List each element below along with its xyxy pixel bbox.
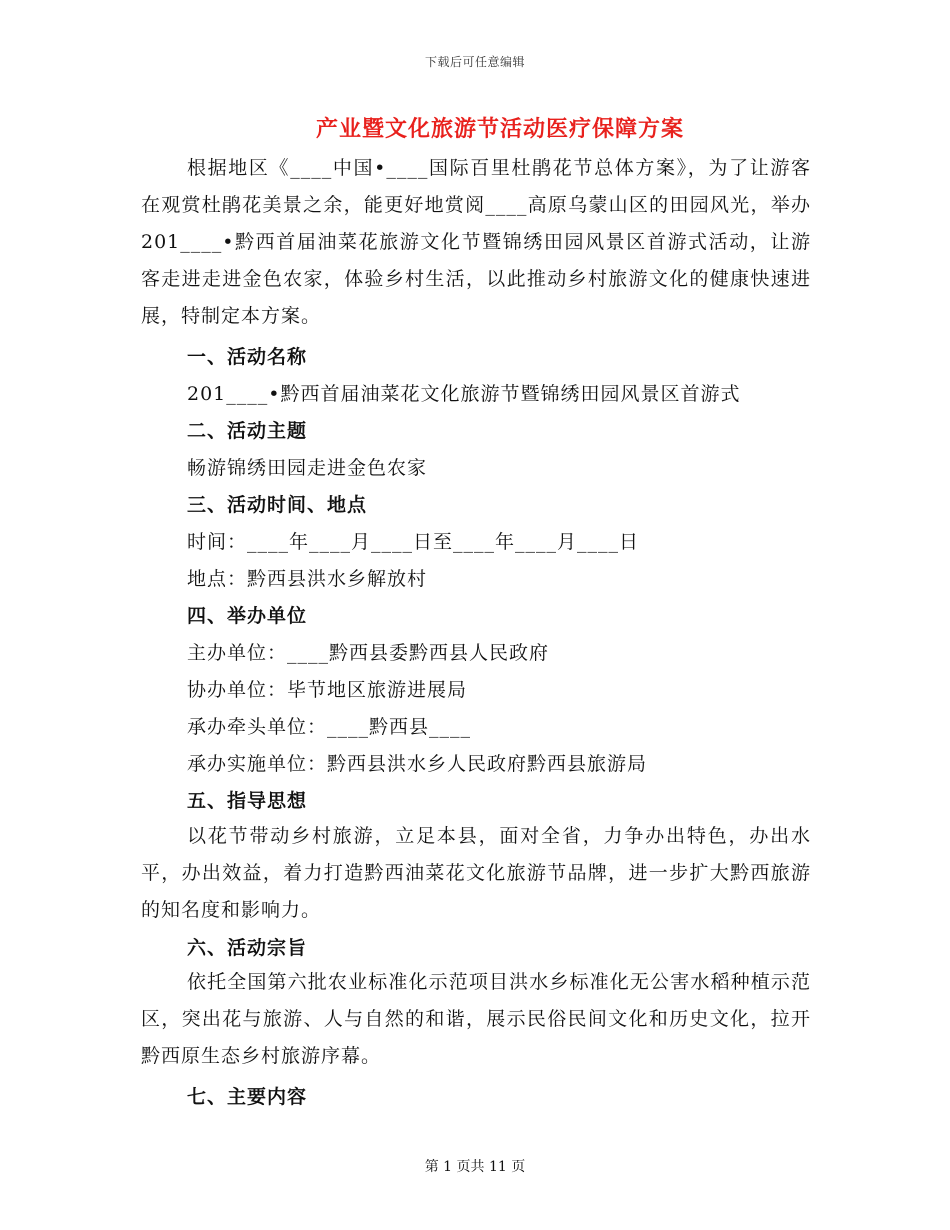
co-host-unit: 协办单位：毕节地区旅游进展局 xyxy=(187,679,468,701)
intro-paragraph: 根据地区《____中国•____国际百里杜鹃花节总体方案》，为了让游客在观赏杜鹃花美景之余，能更好地赏阅____高原乌蒙山区的田园风光，举办201____•黔西首届油菜花旅游文化节暨锦绣田园风景区首游式活动，让游客走进走进金色农家，体验乡村生活，以此推动乡村旅游文化的健康快速进展，特制定本方案。 xyxy=(141,157,811,327)
section-5-paragraph: 以花节带动乡村旅游，立足本县，面对全省，力争办出特色，办出水平，办出效益，着力打造黔西油菜花文化旅游节品牌，进一步扩大黔西旅游的知名度和影响力。 xyxy=(141,825,811,921)
section-6-heading: 六、活动宗旨 xyxy=(187,937,308,959)
section-6-paragraph: 依托全国第六批农业标准化示范项目洪水乡标准化无公害水稻种植示范区，突出花与旅游、人与自然的和谐，展示民俗民间文化和历史文化，拉开黔西原生态乡村旅游序幕。 xyxy=(141,971,811,1067)
section-7-heading: 七、主要内容 xyxy=(187,1086,308,1108)
section-1-text: 201____•黔西首届油菜花文化旅游节暨锦绣田园风景区首游式 xyxy=(187,383,741,405)
lead-organizer-unit: 承办牵头单位：____黔西县____ xyxy=(187,716,472,738)
activity-time: 时间：____年____月____日至____年____月____日 xyxy=(187,531,640,553)
host-unit: 主办单位：____黔西县委黔西县人民政府 xyxy=(187,642,550,664)
section-2-heading: 二、活动主题 xyxy=(187,420,308,442)
implementing-unit: 承办实施单位：黔西县洪水乡人民政府黔西县旅游局 xyxy=(187,753,648,775)
header-note: 下载后可任意编辑 xyxy=(424,55,525,69)
section-2-text: 畅游锦绣田园走进金色农家 xyxy=(187,457,428,479)
section-1-heading: 一、活动名称 xyxy=(187,346,308,368)
document-title: 产业暨文化旅游节活动医疗保障方案 xyxy=(315,116,684,142)
page-footer: 第 1 页共 11 页 xyxy=(424,1159,526,1175)
section-4-heading: 四、举办单位 xyxy=(187,605,308,627)
section-3-heading: 三、活动时间、地点 xyxy=(187,494,368,516)
activity-place: 地点：黔西县洪水乡解放村 xyxy=(187,568,428,590)
section-5-heading: 五、指导思想 xyxy=(187,790,308,812)
